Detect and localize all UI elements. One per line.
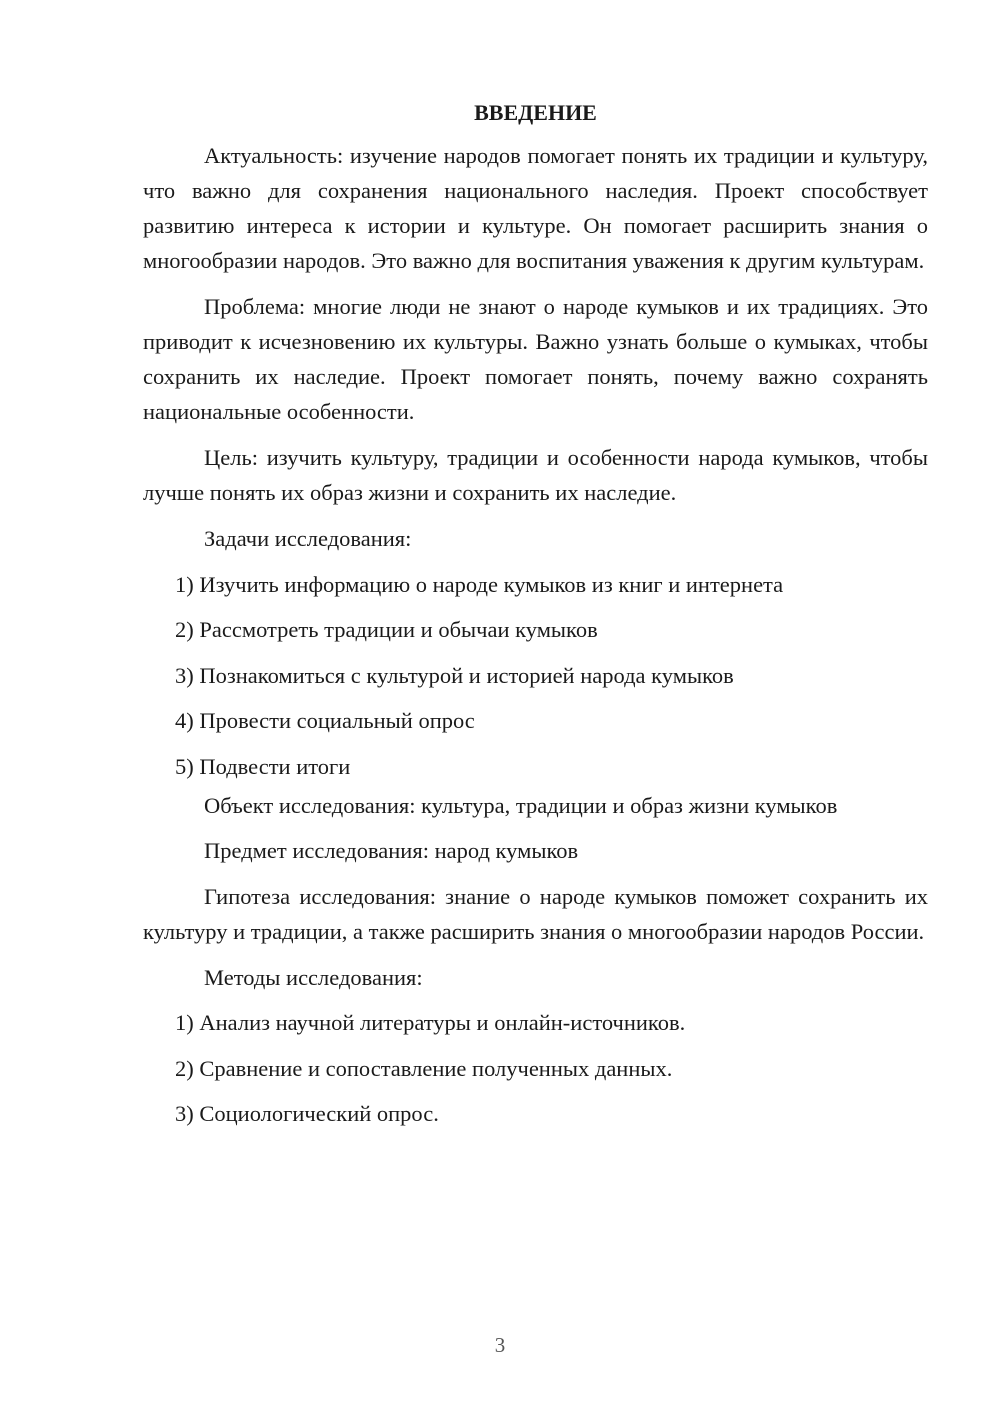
task-item: 3) Познакомиться с культурой и историей народа кумыков [175,662,734,688]
object-paragraph: Объект исследования: культура, традиции и образ жизни кумыков [204,792,838,818]
tasks-heading: Задачи исследования: [204,526,412,551]
problem-paragraph: Проблема: многие люди не знают о народе кумыков и их традициях. Это приводит к исчезновению их культуры. Важно узнать больше о кумыках, чтобы сохранить их наследие. Проект помогает понять, почему важно сохранять национальные особенности. [143,294,928,424]
methods-heading: Методы исследования: [204,964,423,990]
relevance-paragraph: Актуальность: изучение народов помогает понять их традиции и культуру, что важно для сохранения национального наследия. Проект способствует развитию интереса к истории и культуре. Он помогает расширить знания о многообразии народов. Это важно для воспитания уважения к другим культурам. [143,143,928,273]
method-item: 1) Анализ научной литературы и онлайн-источников. [175,1010,686,1035]
page-number: 3 [494,1333,506,1357]
page-content [143,96,928,1142]
task-item: 1) Изучить информацию о народе кумыков из книг и интернета [175,571,784,597]
methods-list [143,1005,928,1131]
page-title: ВВЕДЕНИЕ [474,100,597,125]
task-item: 4) Провести социальный опрос [175,708,475,733]
hypothesis-paragraph: Гипотеза исследования: знание о народе кумыков поможет сохранить их культуру и традиции, а также расширить знания о многообразии народов России. [143,883,928,944]
goal-paragraph: Цель: изучить культуру, традиции и особенности народа кумыков, чтобы лучше понять их образ жизни и сохранить их наследие. [143,445,928,505]
task-item: 5) Подвести итоги [175,753,351,779]
method-item: 3) Социологический опрос. [175,1101,439,1126]
method-item: 2) Сравнение и сопоставление полученных данных. [175,1055,673,1081]
tasks-list [143,567,928,784]
task-item: 2) Рассмотреть традиции и обычаи кумыков [175,617,598,642]
subject-paragraph: Предмет исследования: народ кумыков [204,838,579,863]
